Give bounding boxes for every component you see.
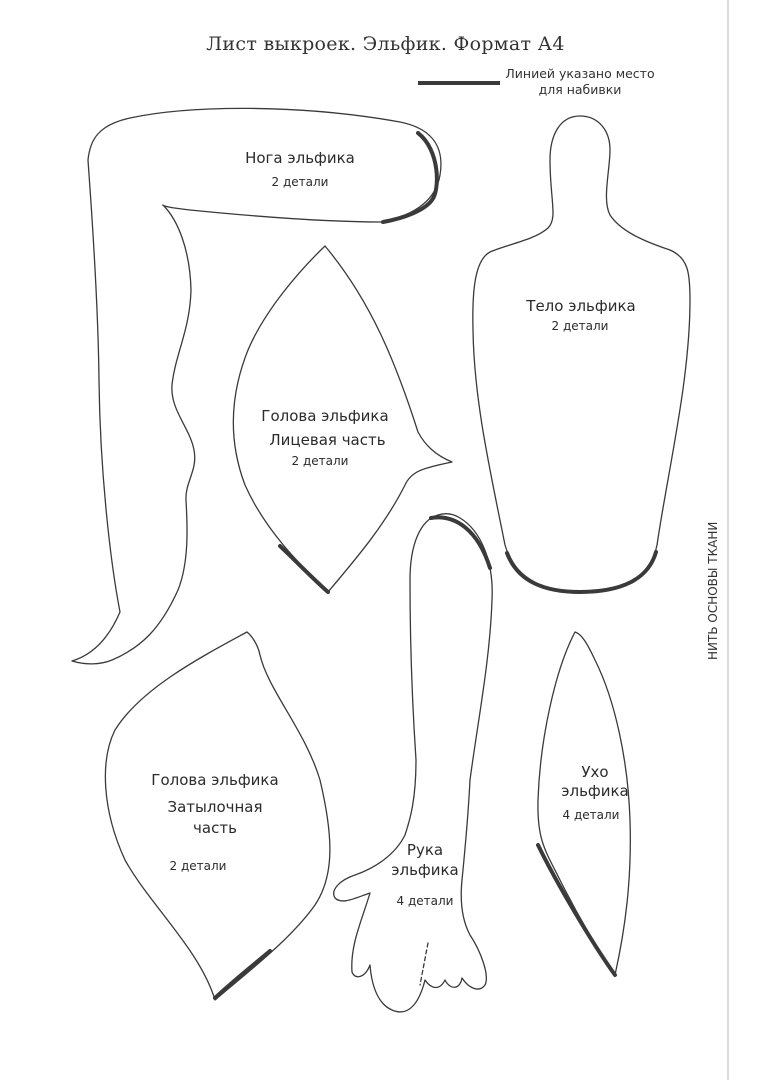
arm-name-label: Рука xyxy=(406,841,444,859)
head-face-stuffing-mark xyxy=(280,546,328,592)
body-count-label: 2 детали xyxy=(551,319,609,333)
arm-name-label-2: эльфика xyxy=(391,861,459,879)
body-outline xyxy=(473,116,690,592)
ear-count-label: 4 детали xyxy=(562,808,620,822)
body-name-label: Тело эльфика xyxy=(526,297,636,315)
ear-outline xyxy=(538,632,630,975)
head-back-part-label-2: часть xyxy=(193,819,237,837)
leg-stuffing-mark xyxy=(383,133,437,222)
leg-count-label: 2 детали xyxy=(271,175,329,189)
head-back-count-label: 2 детали xyxy=(169,859,227,873)
head-back-part-label: Затылочная xyxy=(167,798,263,816)
leg-outline xyxy=(72,108,441,664)
head-back-name-label: Голова эльфика xyxy=(151,771,279,789)
head-face-part-label: Лицевая часть xyxy=(269,431,386,449)
finger-dashed-line xyxy=(420,943,428,985)
arm-count-label: 4 детали xyxy=(396,894,454,908)
ear-name-label: Ухо xyxy=(581,763,609,781)
ear-name-label-2: эльфика xyxy=(561,782,629,800)
leg-name-label: Нога эльфика xyxy=(245,149,355,167)
arm-outline xyxy=(334,514,492,1012)
head-face-count-label: 2 детали xyxy=(291,454,349,468)
sheet-title: Лист выкроек. Эльфик. Формат А4 xyxy=(206,33,565,55)
legend-line-2: для набивки xyxy=(538,82,622,97)
legend-line-1: Линией указано место xyxy=(505,66,655,81)
head-back-stuffing-mark xyxy=(215,951,270,998)
body-stuffing-mark xyxy=(507,552,656,592)
ear-stuffing-mark xyxy=(538,845,615,975)
grain-direction-label: НИТЬ ОСНОВЫ ТКАНИ xyxy=(706,521,720,660)
head-face-name-label: Голова эльфика xyxy=(261,407,389,425)
